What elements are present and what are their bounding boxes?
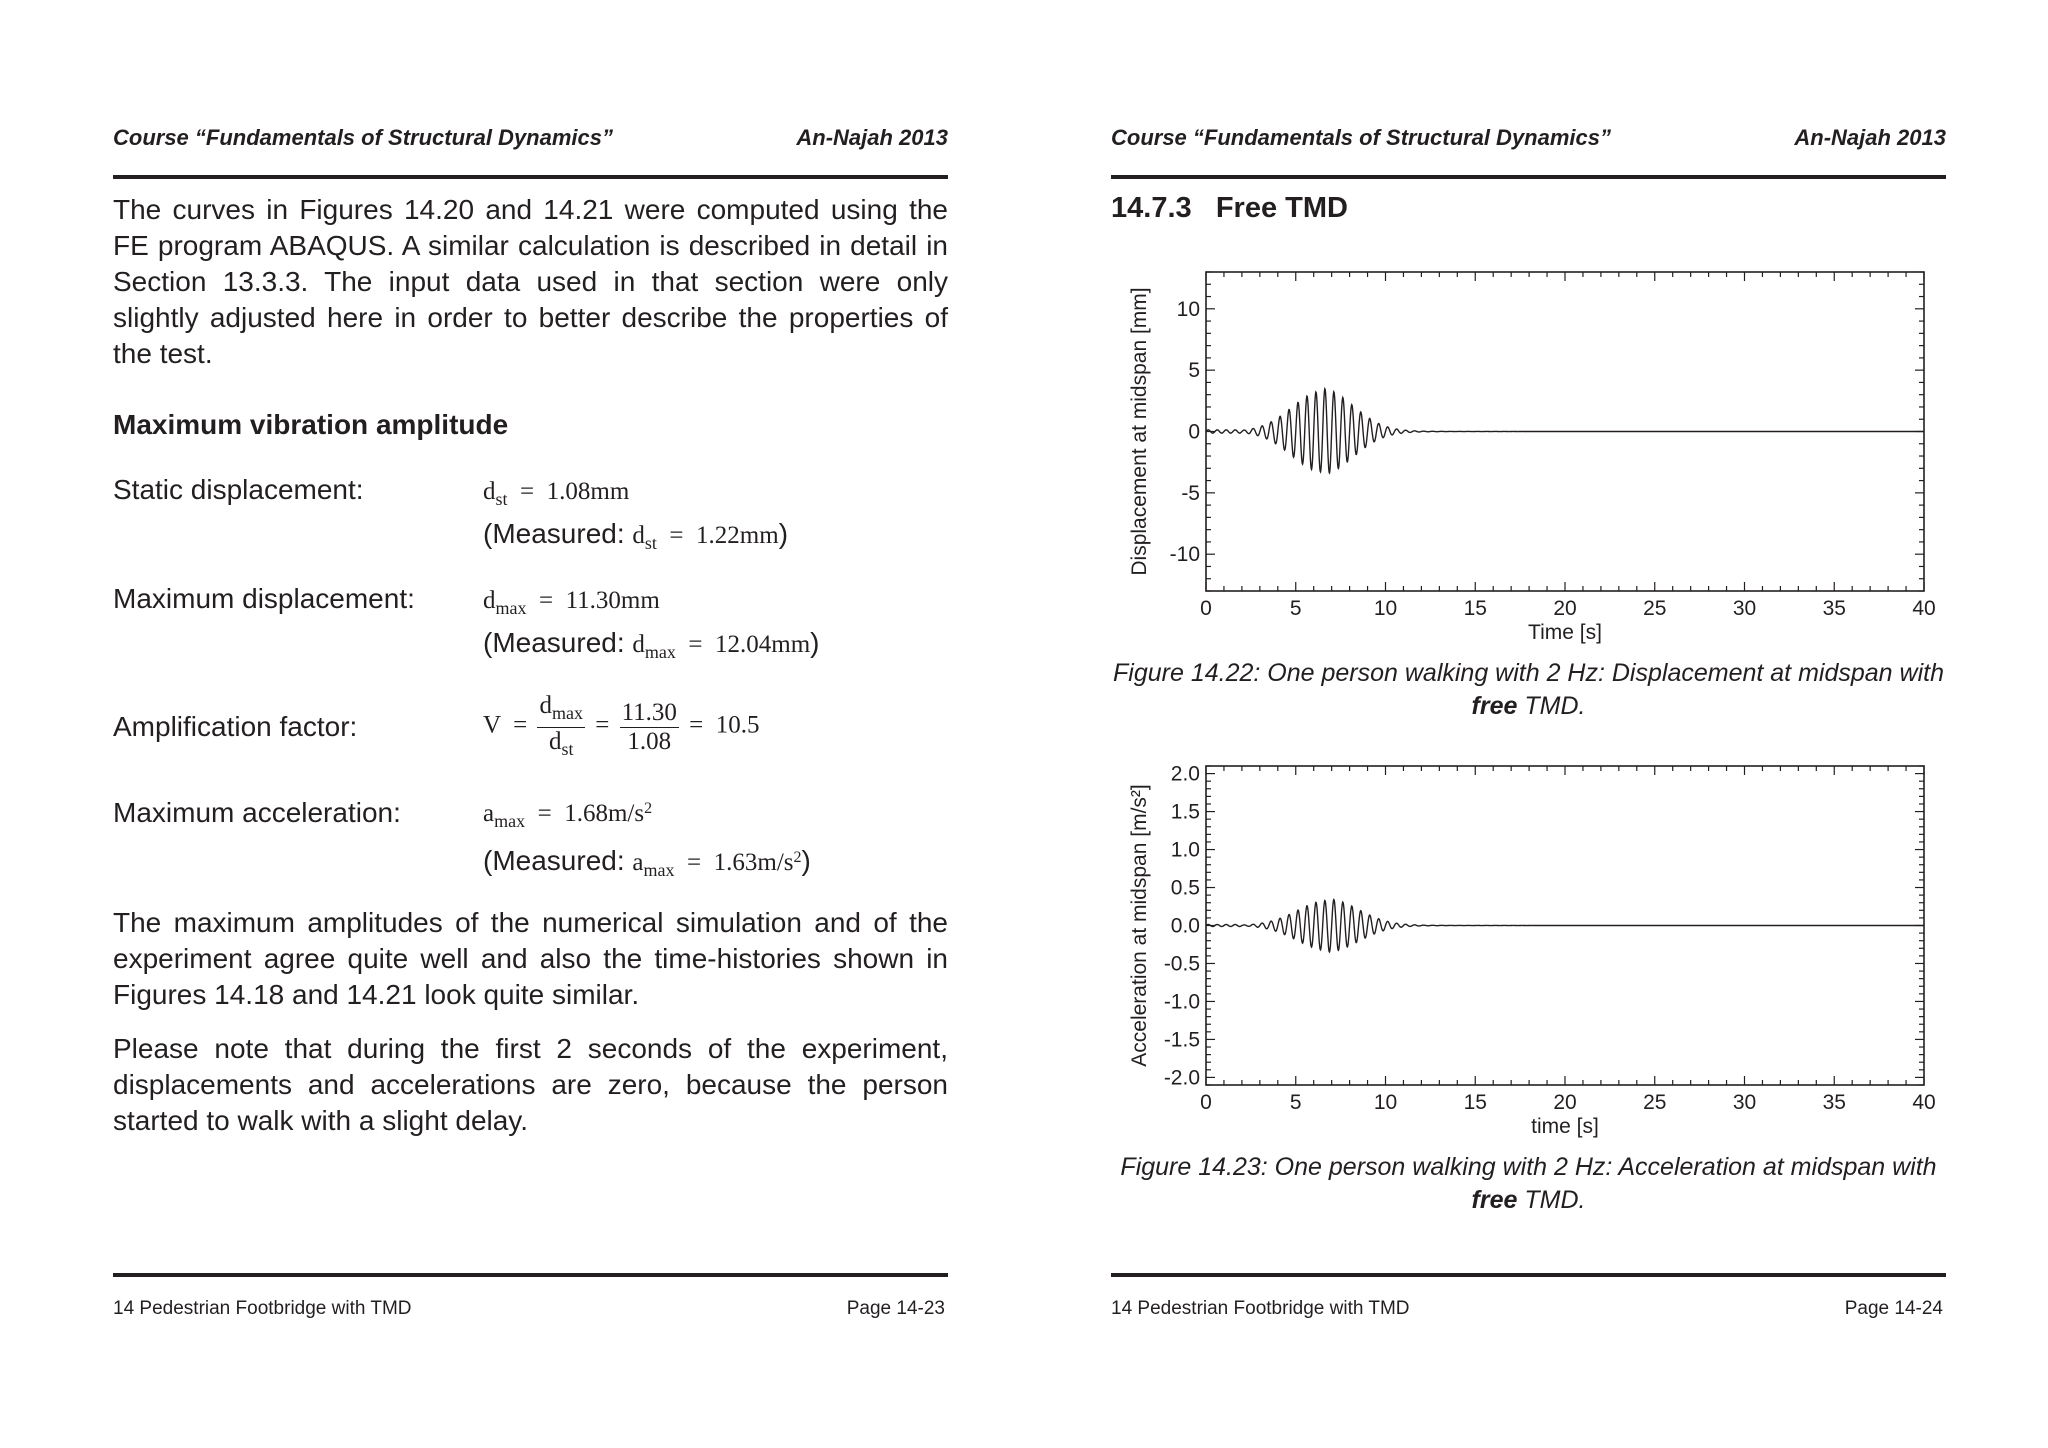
section-heading bbox=[1111, 192, 1348, 225]
series-line bbox=[1206, 389, 1924, 473]
x-tick-label: 20 bbox=[1553, 597, 1577, 620]
footer-chapter: 14 Pedestrian Footbridge with TMD bbox=[113, 1298, 412, 1319]
page-header bbox=[1111, 125, 1946, 151]
measured-value: 12.04mm bbox=[715, 631, 811, 658]
x-tick-label: 25 bbox=[1643, 597, 1667, 620]
max-displacement-formula bbox=[483, 587, 660, 619]
superscript: 2 bbox=[644, 800, 653, 817]
measured-suffix: ) bbox=[810, 627, 820, 658]
symbol: d bbox=[632, 631, 645, 658]
x-tick-label: 15 bbox=[1463, 1091, 1487, 1114]
measured-suffix: ) bbox=[778, 518, 789, 549]
y-tick-label: -10 bbox=[1169, 543, 1200, 567]
page-footer bbox=[113, 1298, 948, 1320]
section-title: Free TMD bbox=[1215, 192, 1348, 224]
x-tick-label: 20 bbox=[1553, 1091, 1577, 1114]
acceleration-chart bbox=[1111, 756, 1946, 1151]
x-tick-label: 10 bbox=[1373, 1091, 1398, 1114]
symbol: d bbox=[483, 587, 496, 614]
superscript: 2 bbox=[793, 849, 802, 866]
symbol: a bbox=[632, 849, 644, 876]
x-tick-label: 0 bbox=[1200, 597, 1212, 620]
symbol: d bbox=[632, 522, 645, 549]
section-number: 14.7.3 bbox=[1111, 192, 1192, 224]
y-tick-label: 0.0 bbox=[1170, 914, 1200, 938]
x-tick-label: 30 bbox=[1732, 597, 1757, 620]
x-tick-label: 15 bbox=[1463, 597, 1487, 620]
value-fraction bbox=[620, 700, 679, 754]
header-institution: An-Najah 2013 bbox=[796, 125, 948, 150]
right-page bbox=[1111, 0, 1946, 1448]
y-tick-label: -5 bbox=[1181, 481, 1200, 505]
displacement-chart bbox=[1111, 262, 1946, 647]
equals: = bbox=[669, 522, 684, 549]
measured-value: 1.63m/s bbox=[713, 849, 794, 876]
figure-14-23-caption bbox=[1111, 1151, 1946, 1217]
equals: = bbox=[520, 478, 535, 505]
header-rule bbox=[1111, 175, 1946, 179]
subscript: max bbox=[495, 598, 527, 618]
page-footer bbox=[1111, 1298, 1946, 1320]
series-line bbox=[1206, 900, 1924, 952]
max-acceleration-label: Maximum acceleration: bbox=[113, 797, 401, 828]
x-tick-label: 35 bbox=[1822, 1091, 1846, 1114]
displacement-chart-svg bbox=[1111, 262, 1946, 647]
equals: = bbox=[537, 800, 552, 827]
value: 11.30mm bbox=[565, 587, 660, 614]
y-tick-label: 1.5 bbox=[1170, 800, 1200, 824]
y-axis-title: Displacement at midspan [mm] bbox=[1128, 287, 1151, 576]
value: 1.08mm bbox=[546, 478, 630, 505]
amplification-factor-formula bbox=[483, 693, 760, 761]
x-tick-label: 25 bbox=[1643, 1091, 1667, 1114]
result: 10.5 bbox=[715, 711, 760, 739]
equals: = bbox=[687, 849, 702, 876]
measured-suffix: ) bbox=[801, 845, 811, 876]
x-tick-label: 40 bbox=[1912, 597, 1936, 620]
footer-chapter: 14 Pedestrian Footbridge with TMD bbox=[1111, 1298, 1410, 1319]
caption-bold: free bbox=[1471, 692, 1518, 720]
subscript: max bbox=[494, 811, 526, 831]
max-acceleration-formula bbox=[483, 800, 652, 832]
x-axis-title: time [s] bbox=[1531, 1115, 1599, 1138]
subscript: max bbox=[643, 860, 675, 880]
x-tick-label: 35 bbox=[1822, 597, 1846, 620]
paragraph-delay-note: Please note that during the first 2 seconds of the experiment, displacements and accelerations are zero, because the person started to walk with a slight delay. bbox=[113, 1033, 948, 1136]
caption-bold: free bbox=[1471, 1186, 1518, 1214]
numerator-subscript: max bbox=[551, 703, 583, 723]
equals: = bbox=[689, 711, 704, 739]
ratio-fraction bbox=[537, 693, 585, 761]
denominator-subscript: st bbox=[561, 739, 574, 759]
denominator-value: 1.08 bbox=[627, 728, 672, 755]
symbol: d bbox=[483, 478, 496, 505]
footer-rule bbox=[1111, 1273, 1946, 1277]
y-tick-label: 2.0 bbox=[1170, 762, 1200, 786]
y-tick-label: 1.0 bbox=[1170, 838, 1200, 862]
measured-prefix: (Measured: bbox=[483, 518, 633, 549]
value: 1.68m/s bbox=[564, 800, 645, 827]
max-displacement-label: Maximum displacement: bbox=[113, 583, 415, 614]
static-displacement-formula bbox=[483, 478, 629, 510]
measured-prefix: (Measured: bbox=[483, 845, 633, 876]
footer-page-number: Page 14-23 bbox=[846, 1298, 945, 1319]
acceleration-chart-svg bbox=[1111, 756, 1946, 1151]
equals: = bbox=[595, 711, 610, 739]
static-displacement-label: Static displacement: bbox=[113, 474, 364, 505]
x-tick-label: 30 bbox=[1732, 1091, 1757, 1114]
subheading: Maximum vibration amplitude bbox=[113, 409, 509, 440]
caption-text: Figure 14.23: One person walking with 2 Hz: Acceleration at midspan with bbox=[1120, 1153, 1937, 1181]
page-header bbox=[113, 125, 948, 151]
equals: = bbox=[539, 587, 554, 614]
footer-rule bbox=[113, 1273, 948, 1277]
caption-tail: TMD. bbox=[1517, 1186, 1586, 1214]
x-tick-label: 40 bbox=[1912, 1091, 1936, 1114]
measured-value: 1.22mm bbox=[696, 522, 779, 549]
y-axis-title: Acceleration at midspan [m/s²] bbox=[1128, 784, 1151, 1067]
max-displacement-measured bbox=[483, 627, 820, 663]
numerator-symbol: d bbox=[539, 692, 552, 719]
denominator-symbol: d bbox=[548, 728, 562, 755]
header-course-title: Course “Fundamentals of Structural Dynamics” bbox=[1111, 125, 1611, 150]
static-displacement-measured bbox=[483, 518, 788, 554]
max-acceleration-measured bbox=[483, 845, 811, 881]
y-tick-label: -1.5 bbox=[1163, 1028, 1200, 1052]
measured-prefix: (Measured: bbox=[483, 627, 633, 658]
left-page bbox=[113, 0, 948, 1448]
x-tick-label: 10 bbox=[1373, 597, 1398, 620]
header-rule bbox=[113, 175, 948, 179]
subscript: st bbox=[495, 489, 508, 509]
equals: = bbox=[513, 711, 528, 739]
figure-14-22-caption bbox=[1111, 657, 1946, 723]
x-axis-title: Time [s] bbox=[1528, 621, 1602, 644]
caption-tail: TMD. bbox=[1517, 692, 1586, 720]
y-tick-label: 5 bbox=[1188, 359, 1200, 383]
y-tick-label: -0.5 bbox=[1163, 952, 1200, 976]
intro-paragraph: The curves in Figures 14.20 and 14.21 were computed using the FE program ABAQUS. A similar calculation is described in detail in Section 13.3.3. The input data used in that section were only slightly adjusted here in order to better describe the properties of the test. bbox=[113, 194, 948, 369]
y-tick-label: -2.0 bbox=[1163, 1066, 1200, 1090]
y-tick-label: 0 bbox=[1188, 420, 1200, 444]
footer-page-number: Page 14-24 bbox=[1844, 1298, 1943, 1319]
paragraph-comparison: The maximum amplitudes of the numerical simulation and of the experiment agree quite well and also the time-histories shown in Figures 14.18 and 14.21 look quite similar. bbox=[113, 907, 948, 1010]
y-tick-label: 10 bbox=[1176, 297, 1200, 321]
header-course-title: Course “Fundamentals of Structural Dynamics” bbox=[113, 125, 613, 150]
subscript: max bbox=[644, 642, 676, 662]
x-tick-label: 5 bbox=[1289, 1091, 1302, 1114]
amplification-factor-label: Amplification factor: bbox=[113, 711, 358, 742]
lhs: V bbox=[483, 711, 501, 739]
y-tick-label: 0.5 bbox=[1170, 876, 1200, 900]
y-tick-label: -1.0 bbox=[1163, 990, 1200, 1014]
equals: = bbox=[688, 631, 703, 658]
header-institution: An-Najah 2013 bbox=[1794, 125, 1946, 150]
numerator-value: 11.30 bbox=[621, 699, 677, 726]
x-tick-label: 0 bbox=[1200, 1091, 1212, 1114]
caption-text: Figure 14.22: One person walking with 2 Hz: Displacement at midspan with bbox=[1113, 659, 1944, 687]
subscript: st bbox=[644, 533, 657, 553]
symbol: a bbox=[483, 800, 495, 827]
x-tick-label: 5 bbox=[1289, 597, 1302, 620]
